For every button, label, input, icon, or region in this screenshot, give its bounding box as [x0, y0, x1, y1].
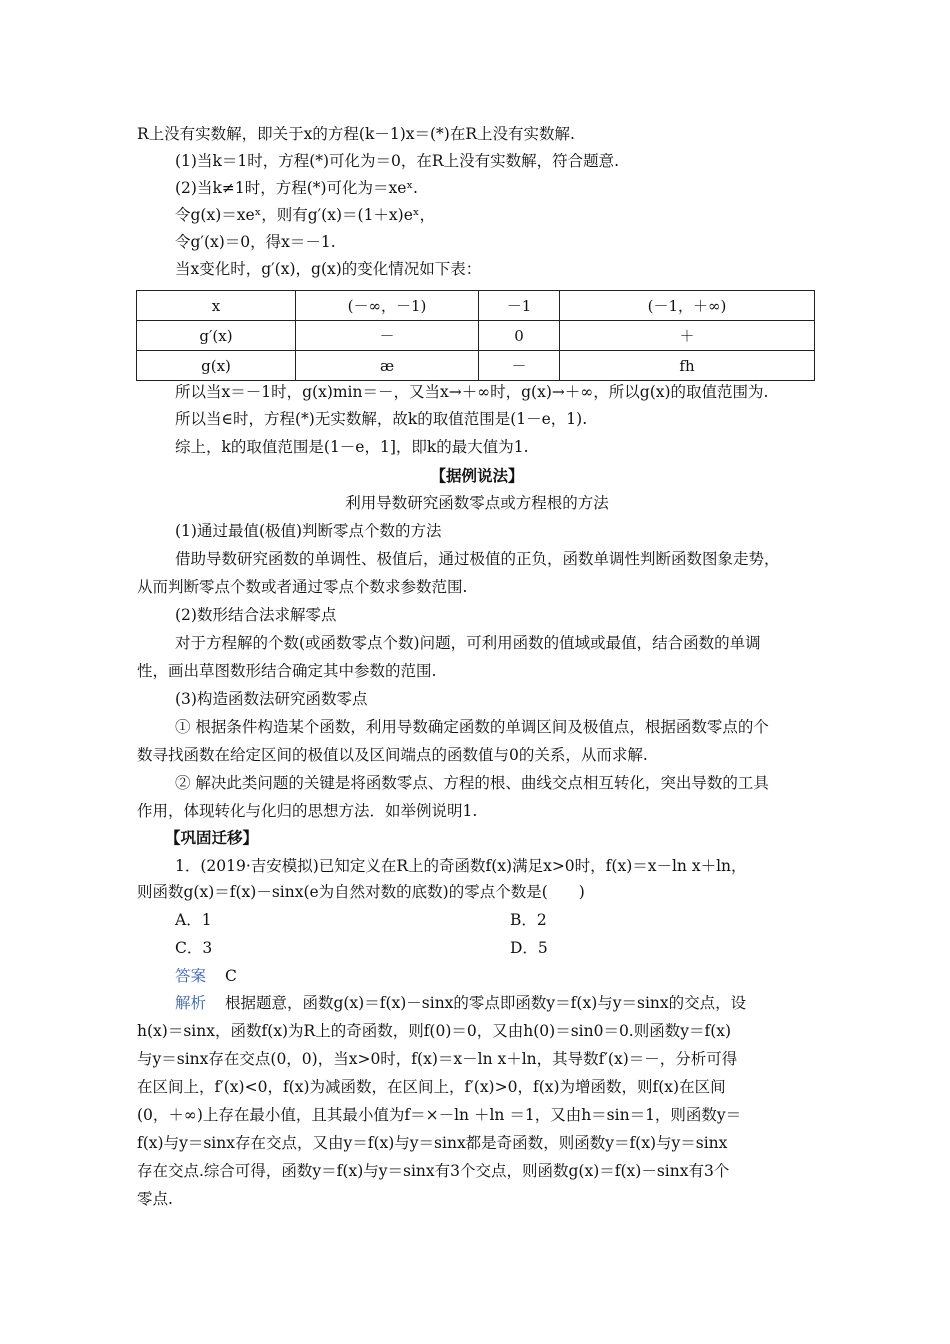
- section-title: 利用导数研究函数零点或方程根的方法: [345, 494, 609, 512]
- text-line: 数寻找函数在给定区间的极值以及区间端点的函数值与0的关系，从而求解.: [137, 746, 648, 764]
- text-line: (1)当k＝1时，方程(*)可化为＝0，在R上没有实数解，符合题意.: [175, 152, 620, 170]
- answer-label: 答案: [175, 967, 207, 985]
- section-heading: 【据例说法】: [430, 466, 524, 485]
- analysis-line: 零点.: [137, 1190, 173, 1208]
- text-line: (2)数形结合法求解零点: [175, 606, 337, 624]
- table-cell: (－1，＋∞): [560, 291, 815, 321]
- answer-line: [175, 965, 817, 987]
- analysis-label: 解析: [175, 994, 207, 1012]
- analysis-line: (0，＋∞)上存在最小值，且其最小值为f＝×－ln ＋ln ＝1，又由h＝sin＝1，则函数y＝: [137, 1106, 742, 1124]
- analysis-line: [175, 992, 817, 1014]
- table-cell: －: [296, 321, 479, 351]
- table-cell: (－∞，－1): [296, 291, 479, 321]
- section-heading: 【巩固迁移】: [165, 828, 259, 847]
- text-line: ① 根据条件构造某个函数，利用导数确定函数的单调区间及极值点，根据函数零点的个: [175, 718, 769, 736]
- text-line: (1)通过最值(极值)判断零点个数的方法: [175, 522, 442, 540]
- answer-value: C: [224, 967, 237, 985]
- text-line: R上没有实数解，即关于x的方程(k－1)x＝(*)在R上没有实数解.: [137, 125, 575, 143]
- analysis-text: 根据题意，函数g(x)＝f(x)－sinx的零点即函数y＝f(x)与y＝sinx的交点，设: [224, 994, 747, 1012]
- analysis-line: 存在交点.综合可得，函数y＝f(x)与y＝sinx有3个交点，则函数g(x)＝f(x)－sinx有3个: [137, 1162, 730, 1180]
- table-cell: －: [479, 351, 560, 381]
- analysis-line: 在区间上，f′(x)<0，f(x)为减函数，在区间上，f′(x)>0，f(x)为增函数，则f(x)在区间: [137, 1078, 726, 1096]
- text-line: 令g(x)＝xeˣ，则有g′(x)＝(1＋x)eˣ，: [175, 206, 435, 224]
- table-cell: ＋: [560, 321, 815, 351]
- question-line: 1．(2019·吉安模拟)已知定义在R上的奇函数f(x)满足x>0时，f(x)＝x－ln x＋ln，: [175, 857, 747, 875]
- text-line: (3)构造函数法研究函数零点: [175, 690, 368, 708]
- text-line: 性，画出草图数形结合确定其中参数的范围.: [137, 662, 437, 680]
- option-row: [175, 937, 817, 959]
- text-line: 综上，k的取值范围是(1－e，1]，即k的最大值为1.: [175, 438, 529, 456]
- table-cell: g(x): [137, 351, 296, 381]
- option-b: B．2: [510, 911, 547, 929]
- option-d: D．5: [510, 939, 548, 957]
- table-cell: fh: [560, 351, 815, 381]
- text-line: (2)当k≠1时，方程(*)可化为＝xeˣ.: [175, 179, 418, 197]
- text-line: ② 解决此类问题的关键是将函数零点、方程的根、曲线交点相互转化，突出导数的工具: [175, 774, 769, 792]
- text-line: 所以当∈时，方程(*)无实数解，故k的取值范围是(1－e，1).: [175, 410, 588, 428]
- analysis-line: f(x)与y＝sinx存在交点，又由y＝f(x)与y＝sinx都是奇函数，则函数y＝f(x)与y＝sinx: [137, 1134, 728, 1152]
- text-line: 当x变化时，g′(x)，g(x)的变化情况如下表：: [175, 260, 482, 278]
- table-row: [137, 351, 815, 381]
- table-cell: g′(x): [137, 321, 296, 351]
- option-row: [175, 909, 817, 931]
- question-line: 则函数g(x)＝f(x)－sinx(e为自然对数的底数)的零点个数是( ): [137, 883, 585, 901]
- table-row: [137, 321, 815, 351]
- option-c: C．3: [175, 939, 213, 957]
- text-line: 作用，体现转化与化归的思想方法．如举例说明1.: [137, 802, 478, 820]
- text-line: 借助导数研究函数的单调性、极值后，通过极值的正负，函数单调性判断函数图象走势，: [175, 550, 780, 568]
- variation-table: [136, 290, 815, 381]
- table-cell: 0: [479, 321, 560, 351]
- text-line: 所以当x＝－1时，g(x)min＝－，又当x→＋∞时，g(x)→＋∞，所以g(x)的取值范围为.: [175, 383, 769, 401]
- table-cell: x: [137, 291, 296, 321]
- table-cell: －1: [479, 291, 560, 321]
- table-row: [137, 291, 815, 321]
- analysis-line: 与y＝sinx存在交点(0，0)，当x>0时，f(x)＝x－ln x＋ln，其导数f′(x)＝－，分析可得: [137, 1050, 738, 1068]
- text-line: 对于方程解的个数(或函数零点个数)问题，可利用函数的值域或最值，结合函数的单调: [175, 634, 761, 652]
- text-line: 从而判断零点个数或者通过零点个数求参数范围.: [137, 578, 468, 596]
- option-a: A．1: [175, 911, 212, 929]
- analysis-line: h(x)＝sinx，函数f(x)为R上的奇函数，则f(0)＝0，又由h(0)＝sin0＝0.则函数y＝f(x): [137, 1022, 732, 1040]
- text-line: 令g′(x)＝0，得x＝－1.: [175, 233, 336, 251]
- table-cell: æ: [296, 351, 479, 381]
